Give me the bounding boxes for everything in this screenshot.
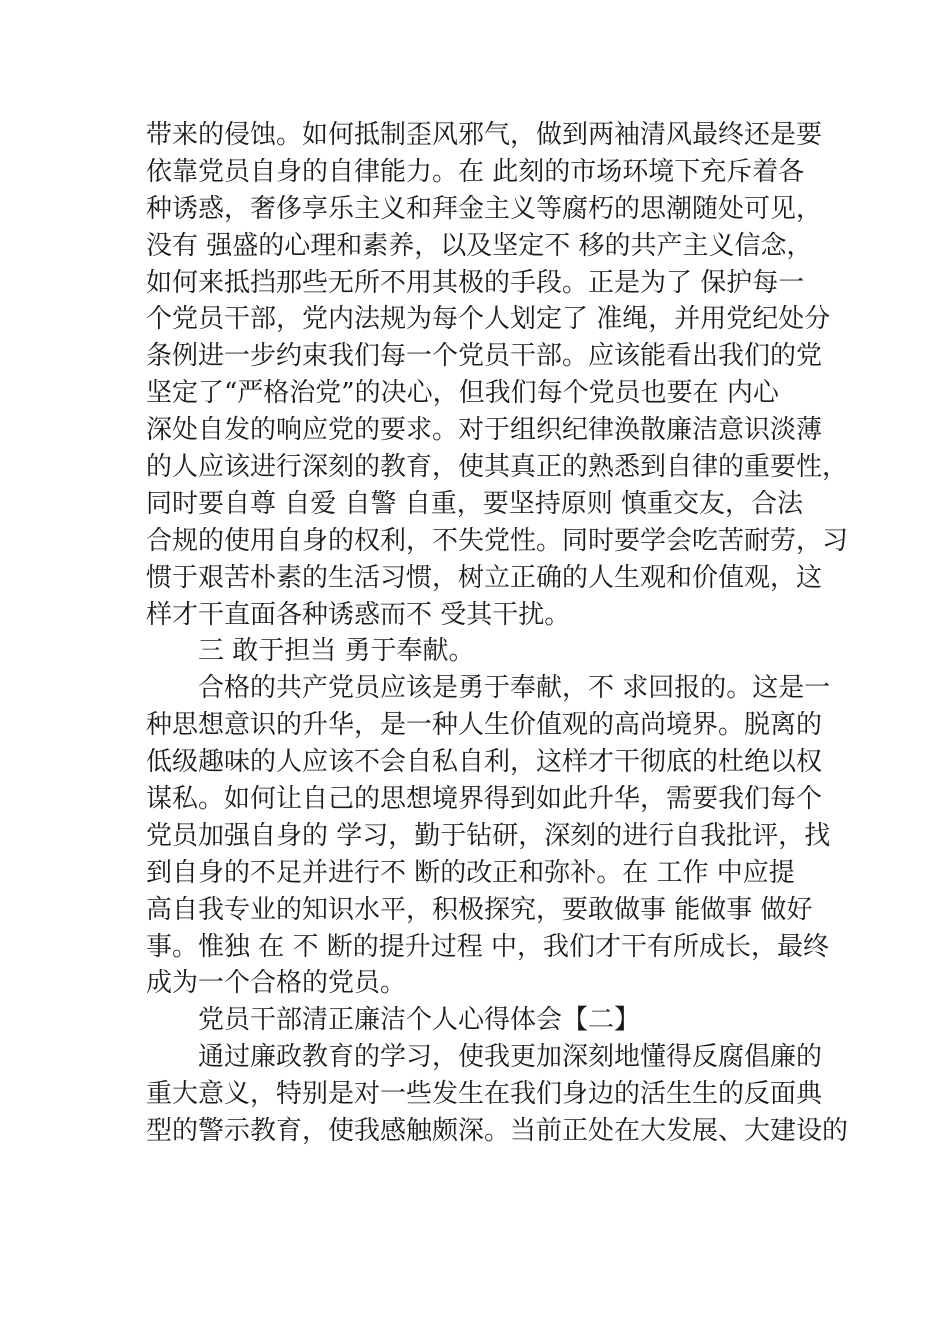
text-line: 深处自发的响应党的要求。对于组织纪律涣散廉洁意识淡薄 [146,415,823,446]
text-line: 高自我专业的知识水平，积极探究，要敢做事 能做事 做好 [146,894,813,925]
text-line: 依靠党员自身的自律能力。在 此刻的市场环境下充斥着各 [146,156,805,187]
text-line: 坚定了“严格治党”的决心，但我们每个党员也要在 内心 [146,378,779,409]
text-line: 重大意义，特别是对一些发生在我们身边的活生生的反面典 [146,1079,823,1110]
text-line: 个党员干部，党内法规为每个人划定了 准绳，并用党纪处分 [146,304,831,335]
text-line: 条例进一步约束我们每一个党员干部。应该能看出我们的党 [146,341,823,372]
section-heading: 三 敢于担当 勇于奉献。 [198,636,475,667]
document-body [146,117,849,1150]
text-line: 合规的使用自身的权利，不失党性。同时要学会吃苦耐劳，习 [146,525,849,556]
text-line: 同时要自尊 自爱 自警 自重，要坚持原则 慎重交友，合法 [146,488,804,519]
text-line: 到自身的不足并进行不 断的改正和弥补。在 工作 中应提 [146,857,795,888]
text-line: 种思想意识的升华，是一种人生价值观的高尚境界。脱离的 [146,710,823,741]
paragraph-first-line: 合格的共产党员应该是勇于奉献，不 求回报的。这是一 [198,673,831,704]
text-line: 如何来抵挡那些无所不用其极的手段。正是为了 保护每一 [146,267,805,298]
article-title: 党员干部清正廉洁个人心得体会【二】 [198,1005,641,1036]
paragraph-first-line: 通过廉政教育的学习，使我更加深刻地懂得反腐倡廉的 [198,1042,823,1073]
text-line: 种诱惑，奢侈享乐主义和拜金主义等腐朽的思潮随处可见， [146,193,823,224]
text-line: 成为一个合格的党员。 [146,968,407,999]
text-line: 低级趣味的人应该不会自私自利，这样才干彻底的杜绝以权 [146,747,823,778]
text-line: 党员加强自身的 学习，勤于钻研，深刻的进行自我批评，找 [146,820,831,851]
text-line: 的人应该进行深刻的教育，使其真正的熟悉到自律的重要性， [146,452,849,483]
text-line: 带来的侵蚀。如何抵制歪风邪气，做到两袖清风最终还是要 [146,120,823,150]
text-line: 型的警示教育，使我感触颇深。当前正处在大发展、大建设的 [146,1116,849,1147]
text-line: 事。惟独 在 不 断的提升过程 中，我们才干有所成长，最终 [146,931,830,962]
text-line: 没有 强盛的心理和素养，以及坚定不 移的共产主义信念， [146,230,813,261]
text-line: 谋私。如何让自己的思想境界得到如此升华，需要我们每个 [146,784,823,815]
text-line: 惯于艰苦朴素的生活习惯，树立正确的人生观和价值观，这 [146,562,823,593]
text-line: 样才干直面各种诱惑而不 受其干扰。 [146,599,571,630]
